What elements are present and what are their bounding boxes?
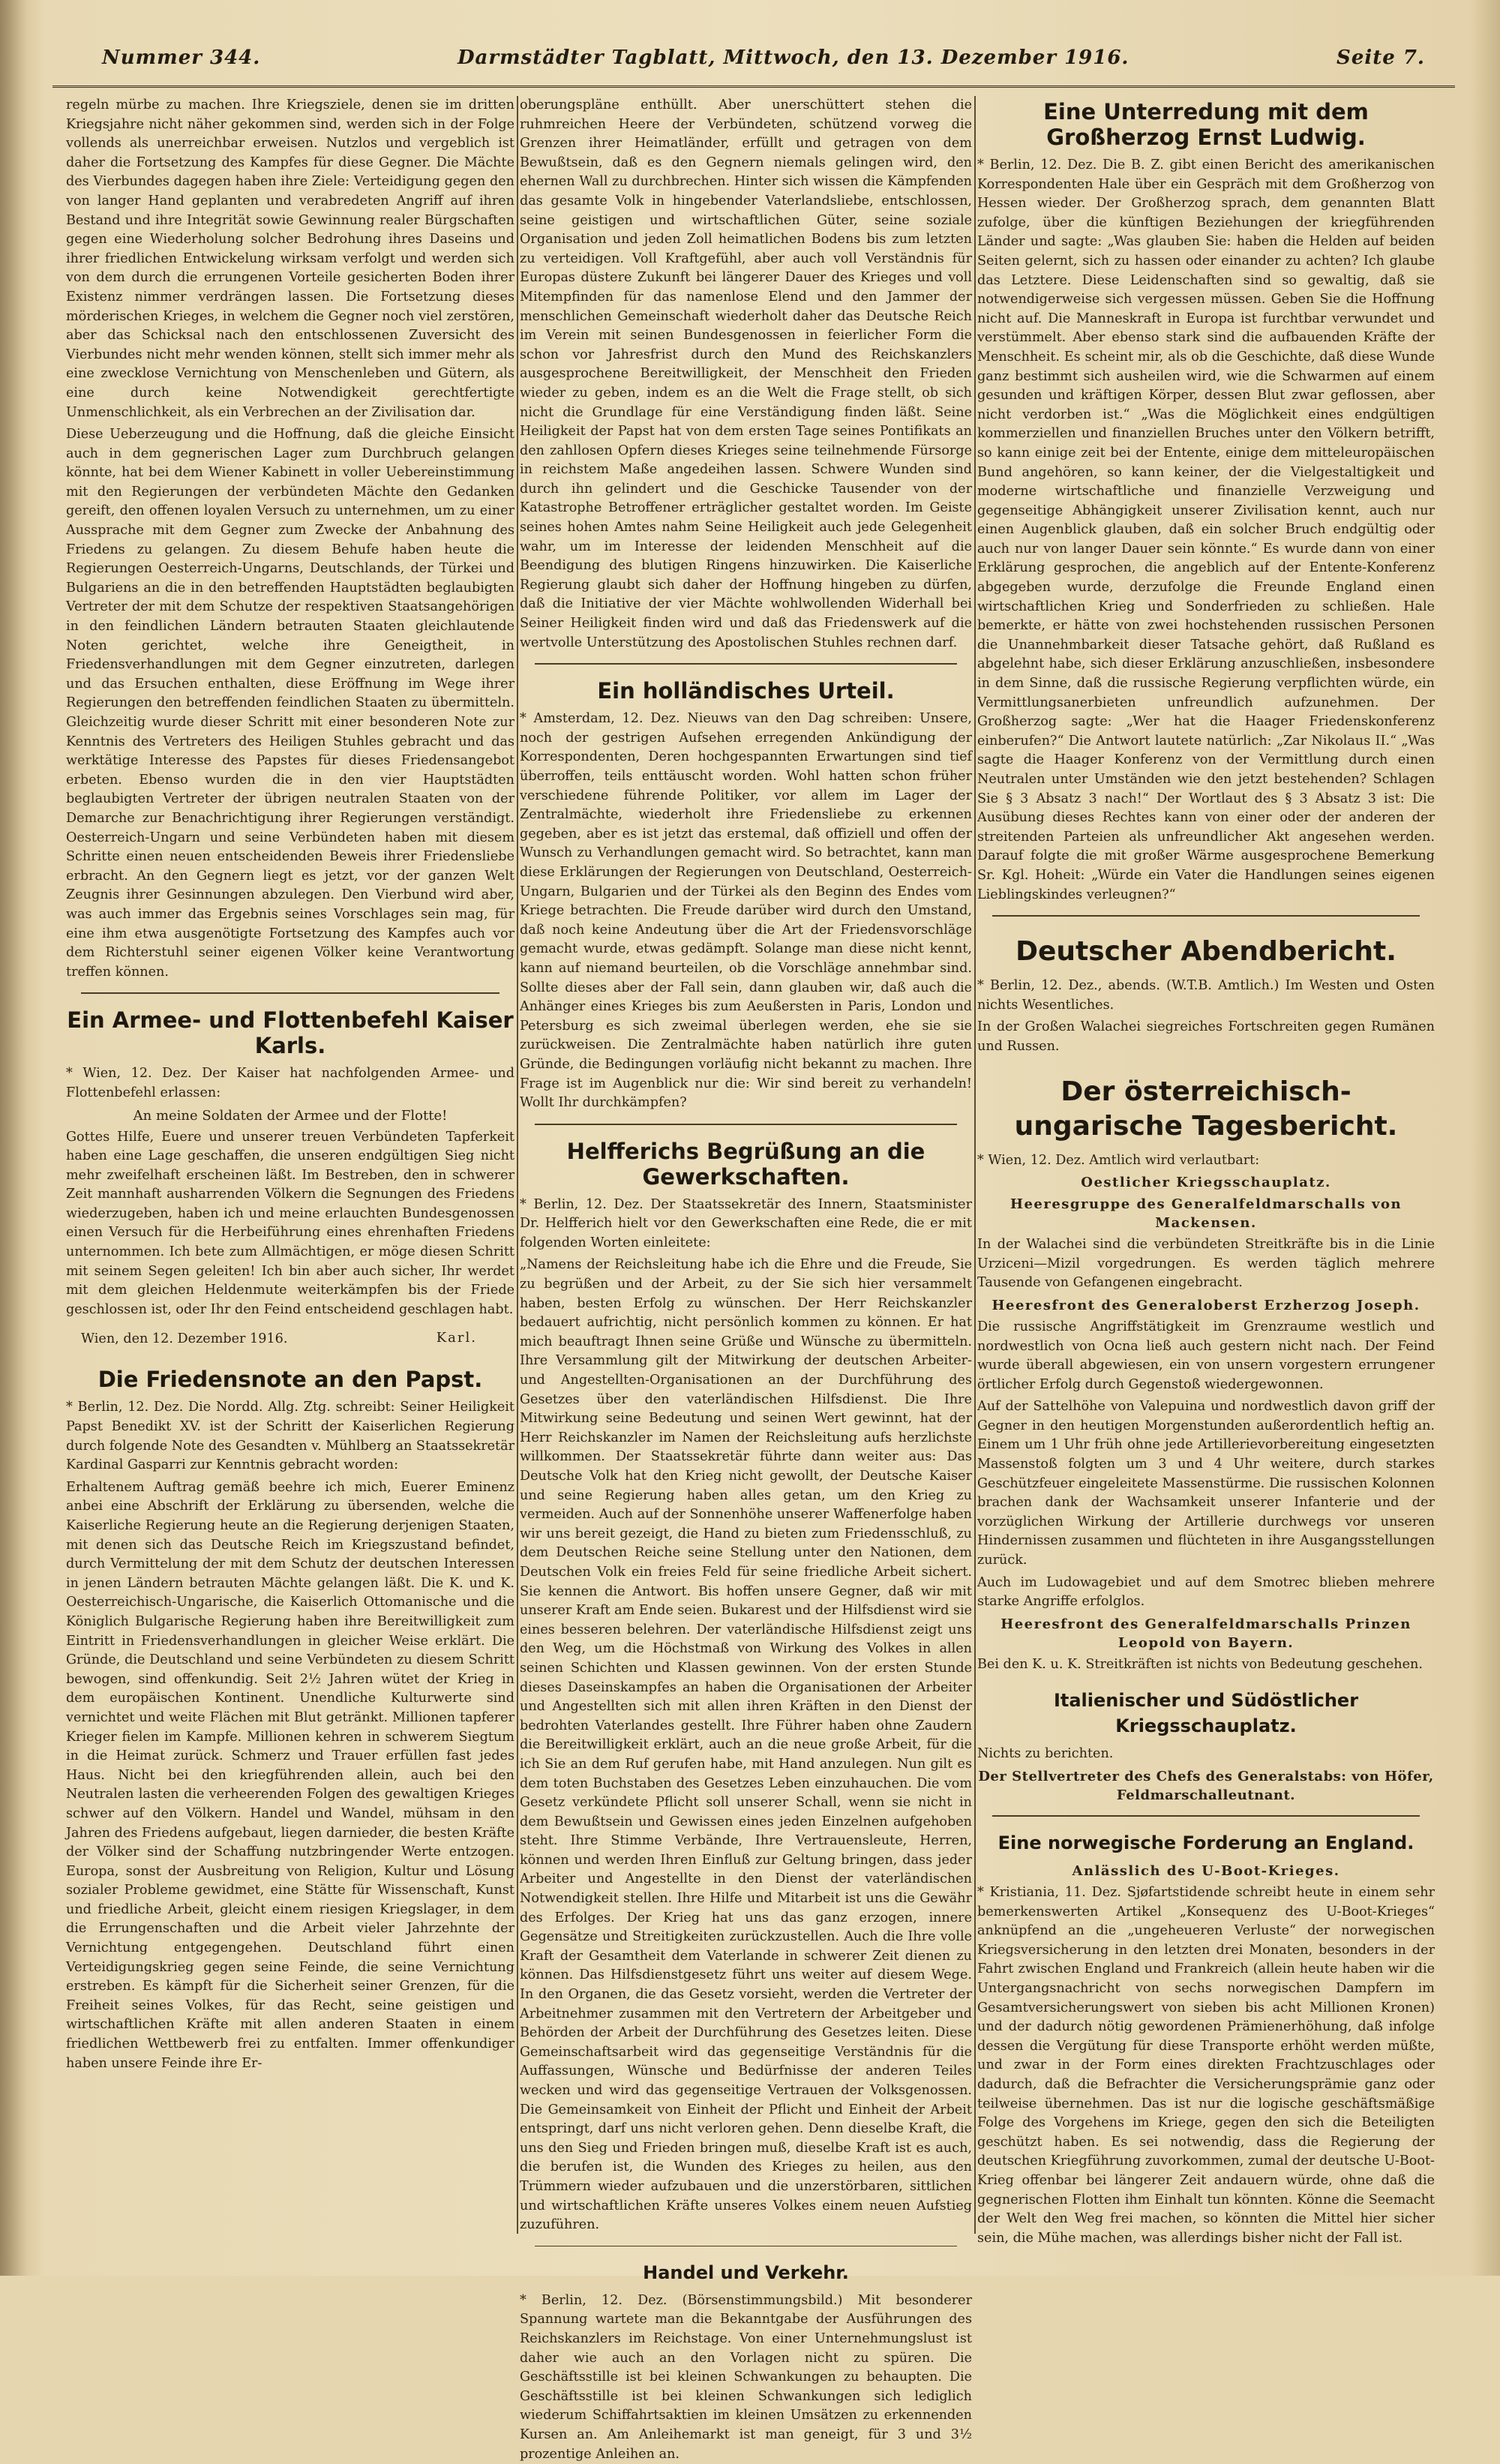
article-text: * Wien, 12. Dez. Der Kaiser hat nachfolgenden Armee- und Flottenbefehl erlassen: xyxy=(66,1066,514,1100)
section-subheading: Heeresfront des Generalfeldmarschalls Prinzen Leopold von Bayern. xyxy=(1000,1616,1412,1651)
section-subheading: Oestlicher Kriegsschauplatz. xyxy=(1081,1175,1331,1191)
address-line: An meine Soldaten der Armee und der Flotte! xyxy=(133,1107,448,1124)
article-text: Gottes Hilfe, Euere und unserer treuen Verbündeten Tapferkeit haben eine Lage geschaffen, die unseren endgültigen Sieg nicht mehr zweifelhaft erscheinen läßt. Im Bestreben, den in schwerer Zeit mannhaft ausharrenden Völkern die Segnungen des Friedens wiederzugeben, haben ich und meine erlauchten Bundesgenossen einen Versuch für die Herbeiführung eines ehrenhaften Friedens unternommen. Ich bete zum Allmächtigen, er möge diesen Schritt mit seinem Segen geleiten! Ich bin aber auch sicher, Ihr werdet mit dem gleichen Heldenmute weiterkämpfen bis der Friede geschlossen ist, oder Ihr den Feind entscheidend geschlagen habt. xyxy=(66,1129,514,1317)
column-rule-2 xyxy=(974,96,976,2234)
article-text: In der Walachei sind die verbündeten Streitkräfte bis in die Linie Urziceni—Mizil vorgedrungen. Es werden täglich mehrere Tausende von Gefangenen eingebracht. xyxy=(977,1237,1435,1291)
headline-italienischer-kriegsschauplatz: Italienischer und Südöstlicher Kriegsschauplatz. xyxy=(1053,1690,1359,1737)
article-text: regeln mürbe zu machen. Ihre Kriegsziele, denen sie im dritten Kriegsjahre nicht näher gekommen sind, werden sich in der Folge vollends als unerreichbar erweisen. Nutzlos und vergeblich ist daher die Fortsetzung des Kampfes für diese Gegner. Die Mächte des Vierbundes dagegen haben ihre Ziele: Verteidigung gegen den von langer Hand geplanten und verabredeten Angriff auf ihren Bestand und ihre Integrität sowie Gewinnung realer Bürgschaften gegen eine Wiederholung solcher Bedrohung ihres Daseins und ihrer friedlichen Entwickelung wirksam verfolgt und werden sich von dem durch die errungenen Vorteile gesicherten Boden ihrer Existenz nimmer verdrängen lassen. Die Fortsetzung dieses mörderischen Krieges, in welchem die Gegner noch viel zerstören, aber das Schicksal nach den entschlossenen Zuversicht des Vierbundes nicht mehr wenden können, stellt sich immer mehr als eine zwecklose Vernichtung von Menschenleben und Gütern, als eine durch keine Notwendigkeit gerechtfertigte Unmenschlichkeit, als ein Verbrechen an der Zivilisation dar. xyxy=(66,98,514,420)
divider xyxy=(992,915,1420,917)
column-2 xyxy=(520,96,972,2462)
article-text: * Berlin, 12. Dez. (Börsenstimmungsbild.) Mit besonderer Spannung wartete man die Bekanntgabe der Ausführungen des Reichskanzlers im Reichstage. Von einer Unternehmungslust ist daher wie auch an den Vorlagen nicht zu spüren. Die Geschäftsstille ist bei kleinen Schwankungen zu behaupten. Die Geschäftsstille ist bei kleinen Schwankungen sich lediglich wiederum Schiffahrtsaktien im kleinen Umsätzen zu erkennenden Kursen an. Am Anleihemarkt ist man geneigt, für 3 und 3½ prozentige Anleihen an. xyxy=(520,2292,972,2462)
signature-date: Wien, den 12. Dezember 1916. xyxy=(81,1331,288,1347)
column-1 xyxy=(66,96,514,2241)
newspaper-title-date: Darmstädter Tagblatt, Mittwoch, den 13. Dezember 1916. xyxy=(458,47,1130,69)
masthead xyxy=(52,41,1455,88)
headline-hollaendisches-urteil: Ein holländisches Urteil. xyxy=(597,678,895,704)
signature-line: Der Stellvertreter des Chefs des Generalstabs: von Höfer, Feldmarschalleutnant. xyxy=(978,1769,1434,1803)
article-text: * Berlin, 12. Dez., abends. (W.T.B. Amtlich.) Im Westen und Osten nichts Wesentliches. xyxy=(977,978,1435,1013)
article-text: Die russische Angriffstätigkeit im Grenzraume westlich und nordwestlich von Ocna ließ auch gestern nicht nach. Der Feind wurde überall abgewiesen, ein von unsern vorgestern errungener örtlicher Erfolg durch Gegenstoß wiedergewonnen. xyxy=(977,1319,1435,1392)
article-text: * Berlin, 12. Dez. Der Staatssekretär des Innern, Staatsminister Dr. Helfferich hielt vor den Gewerkschaften eine Rede, die er mit folgenden Worten einleitete: xyxy=(520,1196,972,1250)
article-text: * Amsterdam, 12. Dez. Nieuws van den Dag schreiben: Unsere, noch der gestrigen Aufsehen erregenden Ankündigung der Korrespondenten, Deren hochgespannten Erwartungen sind tief überroffen, teils enttäuscht worden. Wohl hatten schon früher verschiedene führende Politiker, vor allem im Lager der Zentralmächte, wiederholt ihre Friedensliebe zu erkennen gegeben, aber es ist jetzt das erstemal, daß offiziell und offen der Wunsch zu Verhandlungen gemacht wird. So betrachtet, kann man diese Erklärungen der Regierungen von Deutschland, Oesterreich-Ungarn, Bulgarien und der Türkei als den Beginn des Endes vom Kriege betrachten. Die Freude darüber wird durch den Umstand, daß noch keine Andeutung über die Art der Friedensvorschläge gemacht wurde, etwas gedämpft. Solange man diese nicht kennt, kann auf niemand beurteilen, ob die Vorschläge annehmbar sind. Sollte dieses aber der Fall sein, dann glauben wir, daß auch die Anhänger eines Krieges bis zum Aeußersten in Paris, London und Petersburg es sich zweimal überlegen werden, ehe sie sie zurückweisen. Die Zentralmächte haben natürlich ihre guten Gründe, die Bedingungen vorläufig nicht bekannt zu machen. Ihre Frage ist im Augenblick nur die: Wir sind bereit zu verhandeln! Wollt Ihr durchkämpfen? xyxy=(520,711,972,1111)
divider xyxy=(992,1815,1420,1817)
headline-friedensnote-papst: Die Friedensnote an den Papst. xyxy=(98,1367,483,1393)
page-edge-stain xyxy=(0,0,27,2276)
signature-name: Karl. xyxy=(436,1330,477,1346)
headline-oesterreichischer-tagesbericht: Der österreichisch-ungarische Tagesbericht. xyxy=(1014,1076,1398,1142)
article-text: Erhaltenem Auftrag gemäß beehre ich mich, Euerer Eminenz anbei eine Abschrift der Erklärung zu übersenden, welche die Kaiserliche Regierung heute an die Regierung derjenigen Staaten, mit denen sich das Deutsche Reich im Kriegszustand befindet, durch Vermittelung der mit dem Schutz der deutschen Interessen in jenen Ländern betrauten Mächte gelangen läßt. Die K. und K. Oesterreichisch-Ungarische, die Kaiserlich Ottomanische und die Königlich Bulgarische Regierung haben ihre Bereitwilligkeit zum Eintritt in Friedensverhandlungen in gleicher Weise erklärt. Die Gründe, die Deutschland und seine Verbündeten zu diesem Schritt bewogen, sind offenkundig. Seit 2½ Jahren wütet der Krieg in dem europäischen Kontinent. Unendliche Kulturwerte sind vernichtet und weite Flächen mit Blut getränkt. Millionen tapferer Krieger fielen im Kampfe. Millionen kehren in schwerem Siegtum in die Heimat zurück. Schmerz und Trauer erfüllen fast jedes Haus. Nicht bei den kriegführenden allein, auch bei den Neutralen lasten die verheerenden Folgen des gewaltigen Krieges schwer auf den Völkern. Handel und Wandel, mühsam in den Jahren des Friedens aufgebaut, liegen darnieder, die besten Kräfte der Völker sind der Schaffung nutzbringender Werte entzogen. Europa, sonst der Ausbreitung von Religion, Kultur und Lösung sozialer Probleme gewidmet, eine Stätte für Wissenschaft, Kunst und friedliche Arbeit, gleicht einem riesigen Kriegslager, in dem die Errungenschaften und die Arbeit vieler Jahrzehnte der Vernichtung entgegengehen. Deutschland führt einen Verteidigungskrieg gegen seine Feinde, die seine Vernichtung erstreben. Es kämpft für die Sicherheit seiner Grenzen, für die Freiheit seines Volkes, für das Recht, seine geistigen und wirtschaftlichen Kräfte mit allen anderen Staaten in einem friedlichen Wettbewerb frei zu entfalten. Immer offenkundiger haben unsere Feinde ihre Er- xyxy=(66,1479,514,2071)
article-text: * Wien, 12. Dez. Amtlich wird verlautbart: xyxy=(977,1152,1260,1168)
issue-number: Nummer 344. xyxy=(102,47,261,69)
article-text: Auf der Sattelhöhe von Valepuina und nordwestlich davon griff der Gegner in den heutigen Morgenstunden außerordentlich heftig an. Einem um 1 Uhr früh ohne jede Artillerievorbereitung eingesetzten Massenstoß folgten um 3 und 4 Uhr weitere, durch starkes Geschützfeuer eingeleitete Massenstürme. Die russischen Kolonnen brachen dank der Wachsamkeit unserer Infanterie und der vorzüglichen Wirkung der Artillerie durchwegs vor unseren Hindernissen zusammen und flüchteten in ihre Ausgangsstellungen zurück. xyxy=(977,1399,1435,1568)
divider xyxy=(535,663,957,665)
article-text: Nichts zu berichten. xyxy=(977,1746,1114,1762)
article-text: Auch im Ludowagebiet und auf dem Smotrec blieben mehrere starke Angriffe erfolglos. xyxy=(977,1574,1435,1610)
headline-deutscher-abendbericht: Deutscher Abendbericht. xyxy=(1016,936,1396,968)
headline-norwegische-forderung: Eine norwegische Forderung an England. xyxy=(998,1832,1414,1853)
article-text: „Namens der Reichsleitung habe ich die Ehre und die Freude, Sie zu begrüßen und der Arbeit, zu der Sie sich hier versammelt haben, besten Erfolg zu wünschen. Der Herr Reichskanzler bedauert aufrichtig, nicht persönlich kommen zu können. Er hat mich beauftragt Ihnen seine Grüße und Wünsche zu übermitteln. Ihre Versammlung gilt der Mitwirkung der deutschen Arbeiter- und Angestellten-Organisationen an der Durchführung des Gesetzes über den vaterländischen Hilfsdienst. Die Ihre Mitwirkung seine Bedeutung und seinen Wert gewinnt, hat der Herr Reichskanzler im Namen der Reichsleitung aufs herzlichste willkommen. Der Staatssekretär führte dann weiter aus: Das Deutsche Volk hat den Krieg nicht gewollt, der Deutsche Kaiser und seine Regierung haben alles getan, um den Krieg zu vermeiden. Auch auf der Sonnenhöhe unserer Waffenerfolge haben wir uns bereit gezeigt, die Hand zu bieten zum Friedensschluß, zu dem Deutschen Reiche seine Stellung unter den Nationen, dem Deutschen Volk ein freies Feld für seine friedliche Arbeit sichert. Sie kennen die Antwort. Bis hoffen unsere Gegner, daß wir mit unserer Kraft am Ende seien. Bukarest und der Hilfsdienst wird sie eines besseren belehren. Der vaterländische Hilfsdienst zeigt uns den Weg, um die Höchstmaß von Wirkung des Volkes in allen seinen Schichten und Klassen gewinnen. Von der ersten Stunde dieses Daseinskampfes an haben die Organisationen der Arbeiter und Angestellten sich mit allen ihren Kräften in den Dienst der bedrohten Vaterlandes gestellt. Ihre Führer haben ohne Zaudern die Bereitwilligkeit erklärt, auch an die neue große Arbeit, für die ich Sie an dem Ruf gerufen habe, mit Hand anzulegen. Nun gilt es dem toten Buchstaben des Gesetzes Leben einzuhauchen. Die vom Gesetz verkündete Pflicht soll unserer Schall, wenn sie nicht in dem Bewußtsein und Gewissen eines jeden Einzelnen aufgehoben steht. Ihre Stimme Verbände, Ihre Vertrauensleute, Herren, können und werden Ihren Einfluß zur Geltung bringen, dass jeder Arbeiter und Angestellte in den Dienst der vaterländischen Notwendigkeit stellen. Ihre Hilfe und Mitarbeit ist uns die Gewähr des Erfolges. Der Krieg hat uns das ganz erzogen, innere Gegensätze und Streitigkeiten zurückzustellen. Auch die Ihre volle Kraft der Gesamtheit dem Vaterlande in schwerer Zeit dienen zu können. Das Hilfsdienstgesetz führt uns weiter auf diesem Wege. In den Organen, die das Gesetz vorsieht, werden die Vertreter der Arbeitnehmer zusammen mit den Vertretern der Arbeitgeber und Behörden der Arbeit der Durchführung des Gesetzes leiten. Diese Gemeinschaftsarbeit wird das gegenseitige Verständnis für die Auffassungen, Wünsche und Bedürfnisse der anderen Teiles wecken und wird das gegenseitige Vertrauen der Volksgenossen. Die Gemeinsamkeit von Einheit der Pflicht und Einheit der Arbeit entspringt, darf uns nicht verloren gehen. Denn dieselbe Kraft, die uns den Sieg und Frieden bringen muß, dieselbe Kraft ist es auch, die berufen ist, die Wunden des Krieges zu heilen, aus den Trümmern wieder aufzubauen und die unzerstörbaren, sittlichen und wirtschaftlichen Kräfte unseres Volkes einem neuen Aufstieg zuzuführen. xyxy=(520,1257,972,2233)
signature-block xyxy=(81,1325,484,1353)
headline-helfferich: Helfferichs Begrüßung an die Gewerkschaften. xyxy=(566,1138,926,1190)
article-text: In der Großen Walachei siegreiches Fortschreiten gegen Rumänen und Russen. xyxy=(977,1019,1435,1054)
article-text: oberungspläne enthüllt. Aber unerschüttert stehen die ruhmreichen Heere der Verbündeten, schützend vorweg die Grenzen ihrer Heimatländer, erfüllt und getragen von dem Bewußtsein, daß es den Gegnern niemals gelingen wird, den ehernen Wall zu durchbrechen. Hinter sich wissen die Kämpfenden das gesamte Volk in hingebender Vaterlandsliebe, entschlossen, seine geistigen und wirtschaftlichen Güter, seine soziale Organisation und jeden Zoll heimatlichen Bodens bis zum letzten zu verteidigen. Voll Kraftgefühl, aber auch voll Verständnis für Europas düstere Zukunft bei längerer Dauer des Krieges und voll Mitempfinden für das namenlose Elend und den Jammer der menschlichen Gemeinschaft wiederholt daher das Deutsche Reich im Verein mit seinen Bundesgenossen in feierlicher Form die schon vor Jahresfrist durch den Mund des Reichskanzlers ausgesprochene Bereitwilligkeit, der Menschheit den Frieden wieder zu geben, indem es an die Welt die Frage stellt, ob sich nicht die Grundlage für eine Verständigung finden läßt. Seine Heiligkeit der Papst hat von dem ersten Tage seines Pontifikats an den zahllosen Opfern dieses Krieges seine teilnehmende Fürsorge in reichstem Maße angedeihen lassen. Schwere Wunden sind durch ihn gelindert und die Geschicke Tausender von der Katastrophe Betroffener erträglicher gestaltet worden. Im Geiste seines hohen Amtes nahm Seine Heiligkeit auch jede Gelegenheit wahr, um im Interesse der leidenden Menschheit auf die Beendigung des blutigen Ringens hinzuwirken. Die Kaiserliche Regierung glaubt sich daher der Hoffnung hingeben zu dürfen, daß die Initiative der vier Mächte wohlwollenden Widerhall bei Seiner Heiligkeit finden wird und daß das Friedenswerk auf die wertvolle Unterstützung des Apostolischen Stuhles rechnen darf. xyxy=(520,98,972,650)
headline-unterredung-grossherzog: Eine Unterredung mit dem Großherzog Ernst Ludwig. xyxy=(1043,99,1369,150)
section-subheading: Anlässlich des U-Boot-Krieges. xyxy=(1072,1863,1340,1879)
divider xyxy=(81,992,500,994)
section-subheading: Heeresgruppe des Generalfeldmarschalls von Mackensen. xyxy=(1010,1196,1402,1232)
section-subheading: Heeresfront des Generaloberst Erzherzog Joseph. xyxy=(992,1297,1420,1313)
headline-armeebefehl: Ein Armee- und Flottenbefehl Kaiser Karls. xyxy=(67,1007,514,1059)
article-text: * Berlin, 12. Dez. Die B. Z. gibt einen Bericht des amerikanischen Korrespondenten Hale über ein Gespräch mit dem Großherzog von Hessen wieder. Der Großherzog sprach, dem genannten Blatt zufolge, über die künftigen Beziehungen der kriegführenden Länder und sagte: „Was glauben Sie: haben die Helden auf beiden Seiten gelernt, sich zu hassen oder einander zu achten? Ich glaube das Letztere. Diese Leidenschaften sind so gewaltig, daß sie notwendigerweise sich vergessen müssen. Geben Sie die Hoffnung nicht auf. Die Manneskraft in Europa ist furchtbar verwundet und verstümmelt. Aber ebenso stark sind die aufbauenden Kräfte der Menschheit. Es scheint mir, als ob die Geschichte, daß diese Wunde ganz bestimmt sich ausheilen wird, wie die Schwarmen auf einem gesunden und kräftigen Körper, dessen Blut zwar geflossen, aber nicht verdorben ist.“ „Was die Möglichkeit eines endgültigen kommerziellen und finanziellen Bruches unter den Völkern betrifft, so kann einige zeit bei der Entente, einige dem mitteleuropäischen Bund angehören, so kann keiner, der die Vielgestaltigkeit und moderne wirtschaftliche und finanzielle Verzweigung und gegenseitige Abhängigkeit unserer Zivilisation kennt, auch nur einen Augenblick glauben, daß ein solcher Bruch endgültig oder auch nur von langer Dauer sein könnte.“ Es wurde dann von einer Erklärung gesprochen, die angeblich auf der Entente-Konferenz abgegeben wurde, derzufolge die Freunde England einen wirtschaftlichen Krieg und Sonderfrieden zu schließen. Hale bemerkte, er hätte von zwei hochstehenden russischen Personen die Unannehmbarkeit dieser Tatsache gehört, daß Rußland es abgelehnt habe, sich dieser Erklärung anzuschließen, insbesondere in dem Sinne, daß die russische Regierung verpflichten würde, ein Vermittlungsanerbieten unfreundlich aufzunehmen. Der Großherzog sagte: „Wer hat die Haager Friedenskonferenz einberufen?“ Die Antwort lautete natürlich: „Zar Nikolaus II.“ „Was sagte die Haager Konferenz von der Vermittlung durch einen Neutralen unter Umständen wie den jetzt bestehenden? Schlagen Sie § 3 Absatz 3 nach!“ Der Wortlaut des § 3 Absatz 3 ist: Die Ausübung dieses Rechtes kann von einer oder der anderen der streitenden Parteien als unfreundlicher Akt angesehen werden. Darauf folgte die mit großer Wärme ausgesprochene Bemerkung Sr. Kgl. Hoheit: „Würde ein Vater die Handlungen seines eigenen Lieblingskindes verleugnen?“ xyxy=(977,158,1435,902)
column-3 xyxy=(977,96,1435,2246)
divider xyxy=(535,1124,957,1125)
column-rule-1 xyxy=(517,96,518,2234)
article-text: * Berlin, 12. Dez. Die Nordd. Allg. Ztg. schreibt: Seiner Heiligkeit Papst Benedikt XV. ist der Schritt der Kaiserlichen Regierung durch folgende Note des Gesandten v. Mühlberg an Staatssekretär Kardinal Gasparri zur Kenntnis gebracht worden: xyxy=(66,1400,514,1473)
page-number: Seite 7. xyxy=(1336,47,1425,69)
article-text: Bei den K. u. K. Streitkräften ist nichts von Bedeutung geschehen. xyxy=(977,1656,1423,1672)
article-text: Diese Ueberzeugung und die Hoffnung, daß die gleiche Einsicht auch in dem gegnerischen Lager zum Durchbruch gelangen könnte, hat bei dem Wiener Kabinett in voller Uebereinstimmung mit den Regierungen der verbündeten Mächte den Gedanken gereift, den offenen loyalen Versuch zu unternehmen, um zu einer Aussprache mit dem Gegner zum Zwecke der Anbahnung des Friedens zu gelangen. Zu diesem Behufe haben heute die Regierungen Oesterreich-Ungarns, Deutschlands, der Türkei und Bulgariens an die in den betreffenden Hauptstädten beglaubigten Vertreter der mit dem Schutze der respektiven Staatsangehörigen in den feindlichen Ländern betrauten Staaten gleichlautende Noten gerichtet, welche ihre Geneigtheit, in Friedensverhandlungen mit dem Gegner einzutreten, darlegen und das Ersuchen enthalten, diese Eröffnung im Wege ihrer Regierungen den betreffenden feindlichen Staaten zu übermitteln. Gleichzeitig wurde dieser Schritt mit einer besonderen Note zur Kenntnis des Vertreters des Heiligen Stuhles gebracht und das werktätige Interesse des Papstes für dieses Friedensangebot erbeten. Ebenso wurden die in den vier Hauptstädten beglaubigten Vertreter der übrigen neutralen Staaten von der Demarche zur Benachrichtigung ihrer Regierungen verständigt. Oesterreich-Ungarn und seine Verbündeten haben mit diesem Schritte einen neuen entscheidenden Beweis ihrer Friedensliebe erbracht. An den Gegnern liegt es jetzt, vor der ganzen Welt Zeugnis ihrer Gesinnungen abzulegen. Den Vierbund wird aber, was auch immer das Ergebnis seines Vorschlages sein mag, für eine ihm etwa ausgenötigte Fortsetzung des Kampfes auch vor dem Richterstuhl seiner eigenen Völker keine Verantwortung treffen können. xyxy=(66,427,514,980)
article-text: * Kristiania, 11. Dez. Sjøfartstidende schreibt heute in einem sehr bemerkenswerten Artikel „Konsequenz des U-Boot-Krieges“ anknüpfend an die „ungeheueren Verluste“ der norwegischen Kriegsversicherung in den letzten drei Monaten, besonders in der Fahrt zwischen England und Frankreich (allein heute haben wir die Untergangsnachricht von sechs norwegischen Dampfern im Gesamtversicherungswert von sieben bis acht Millionen Kronen) und der dadurch nötig gewordenen Prämienerhöhung, daß infolge dessen die Vergütung für diese Transporte erhöht werden müßte, und zwar in der Form eines direkten Frachtzuschlages oder dadurch, daß die Befrachter die Versicherungsprämie ganz oder teilweise übernehmen. Das ist nur die logische geschäftsmäßige Folge des Vorgehens im Kriege, gegen den sich die Beteiligten geschützt haben. Es sei notwendig, dass die Regierung der deutschen Kriegführung zuvorkommen, zumal der deutsche U-Boot-Krieg offenbar bei längerer Zeit andauern würde, ohne daß die gegnerischen Flotten ihm Einhalt tun könnten. Könne die Seemacht der Welt den Weg frei machen, so könnten die Mittel hier sicher sein, die Mühe machen, was allerdings bisher nicht der Fall ist. xyxy=(977,1885,1435,2246)
headline-handel-verkehr: Handel und Verkehr. xyxy=(643,2261,849,2283)
